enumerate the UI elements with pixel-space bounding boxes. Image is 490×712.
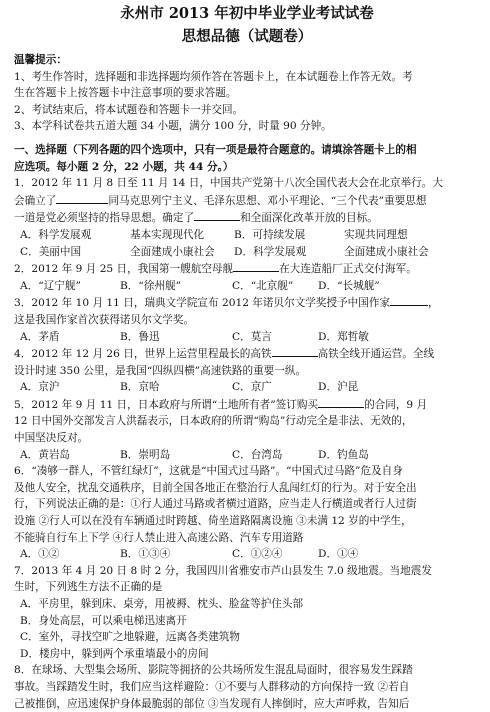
question-3 (14, 294, 480, 345)
option-d: D．科学发展观 (234, 245, 307, 258)
question-text-part: 同马克思列宁主义、毛泽东思想、邓小平理论、“三个代表”重要思想 (108, 194, 427, 207)
question-text: 事故。当踩踏发生时，我们应当这样避险：①不要与人群移动的方向保持一致 ②若自 (14, 680, 410, 693)
option-b: B．“徐州舰” (120, 279, 181, 292)
option-a: A．黄岩岛 (20, 448, 71, 461)
question-text: 8．在球场、大型集会场所、影院等拥挤的公共场所发生混乱局面时，很容易发生踩踏 (14, 664, 413, 677)
question-text-part: 4．2012 年 12 月 26 日，世界上运营里程最长的高铁 (14, 348, 272, 361)
answer-blank (272, 345, 318, 357)
question-text: 行，下列说法正确的是：①行人通过马路或者横过道路，应当走人行横道或者行人过街 (14, 498, 417, 511)
option-d: D．楼房中，躲到两个承重墙最小的房间 (20, 647, 209, 660)
option-b-2: 实现共同理想 (344, 228, 408, 241)
option-d: D．①④ (318, 548, 359, 561)
question-2 (14, 260, 480, 294)
answer-blank (56, 192, 108, 204)
answer-blank (390, 294, 428, 306)
exam-title: 永州市 2013 年初中毕业学业考试试卷 (120, 5, 374, 22)
option-a: A．“辽宁舰” (20, 279, 81, 292)
section1-heading-line: 一、选择题（下列各题的四个选项中，只有一项是最符合题意的。请填涂答题卡上的相 (14, 143, 417, 156)
question-text: 生时，下列逃生方法不正确的是 (14, 581, 163, 594)
question-text-part: 3．2012 年 10 月 11 日，瑞典文学院宣布 2012 年诺贝尔文学奖授予中国作家 (14, 297, 391, 310)
notice-heading: 温馨提示： (14, 54, 67, 66)
question-text-part: 一道是党必须坚持的指导思想。确定了 (14, 212, 195, 225)
question-text: 6．“凑够一群人，不管红绿灯”，这就是“中国式过马路”。“中国式过马路”危及自身 (14, 465, 403, 478)
question-text-part: 和全面深化改革开放的目标。 (240, 212, 378, 225)
question-5 (14, 396, 480, 463)
notice-line: 生在答题卡上按答题卡中注意事项的要求答题。 (14, 87, 237, 100)
question-text: 设施 ②行人可以在没有车辆通过时跨越、倚坐道路隔离设施 ③未满 12 岁的中学生， (14, 515, 412, 528)
section1-heading-line: 应选项。每小题 2 分，22 小题，共 44 分。） (14, 160, 234, 173)
option-a-2: 基本实现现代化 (130, 228, 205, 241)
question-text: 及他人安全，扰乱交通秩序，目前全国各地正在整治行人乱闯红灯的行为。对于安全出 (14, 481, 417, 494)
option-b: B．身处高层，可以乘电梯迅速离开 (20, 614, 187, 627)
option-row (14, 227, 480, 244)
option-a: A．①② (20, 548, 60, 561)
option-c: C．台湾岛 (232, 448, 283, 461)
question-text: 12 日中国外交部发言人洪磊表示，日本政府的所谓“购岛”行动完全是非法、无效的， (14, 415, 413, 428)
question-1 (14, 175, 480, 260)
question-text-part: ， (428, 297, 439, 310)
option-c: C．京广 (232, 381, 272, 394)
question-text (14, 345, 480, 363)
question-text-part: 高铁全线开通运营。全线 (317, 348, 435, 361)
notice-block (14, 52, 480, 135)
question-7 (14, 563, 480, 663)
question-text (14, 192, 480, 210)
option-d: D．“长城舰” (318, 279, 380, 292)
option-c: C．室外，寻找空旷之地躲避，远离各类建筑物 (20, 631, 240, 644)
option-c: C．①②④ (232, 548, 283, 561)
option-c: C．“北京舰” (232, 279, 294, 292)
question-text: 这是我国作家首次获得诺贝尔文学奖。 (14, 313, 195, 326)
notice-line: 2、考试结束后，将本试题卷和答题卡一并交回。 (14, 103, 244, 116)
option-d: D．郑哲敏 (318, 330, 369, 343)
option-c: C．美丽中国 (20, 245, 82, 258)
option-a: A．平房里，躲到床、桌旁，用被褥、枕头、脸盆等护住头部 (20, 598, 304, 610)
option-a: A．科学发展观 (20, 228, 92, 241)
option-b: B．可持续发展 (234, 228, 306, 241)
exam-subtitle: 思想品德（试题卷） (181, 28, 313, 45)
answer-blank (233, 260, 279, 272)
question-text (14, 396, 480, 414)
option-a: A．京沪 (20, 381, 60, 394)
question-text: 中国坚决反对。 (14, 432, 89, 445)
option-row (14, 244, 480, 261)
question-6 (14, 463, 480, 563)
option-b: B．鲁迅 (120, 330, 160, 343)
option-d: D．沪昆 (318, 381, 359, 394)
notice-line: 1、考生作答时，选择题和非选择题均须作答在答题卡上，在本试题卷上作答无效。考 (14, 70, 413, 83)
question-4 (14, 345, 480, 396)
notice-line: 3、本学科试卷共五道大题 34 小题，满分 100 分，时量 90 分钟。 (14, 120, 332, 133)
option-c-2: 全面建成小康社会 (130, 245, 215, 258)
question-text (14, 294, 480, 312)
answer-blank (318, 396, 364, 408)
option-row (14, 379, 480, 396)
question-text: 设计时速 350 公里，是我国“四纵四横”高速铁路的重要一纵。 (14, 364, 307, 377)
question-text-part: 5．2012 年 9 月 11 日，日本政府与所谓“土地所有者”签订购买 (14, 398, 319, 411)
option-row (14, 546, 480, 563)
option-row (14, 278, 480, 295)
question-text: 1．2012 年 11 月 8 日至 11 月 14 日，中国共产党第十八次全国代表大会在北京举行。大 (14, 177, 443, 190)
question-text: 7．2013 年 4 月 20 日 8 时 2 分，我国四川省雅安市芦山县发生 7.0 级地震。当地震发 (14, 564, 432, 577)
option-d: D．钓鱼岛 (318, 448, 369, 461)
question-text: 不能骑自行车上下学 ④行人禁止进入高速公路、汽车专用道路 (14, 531, 304, 544)
question-text-part: 会确立了 (14, 194, 57, 207)
question-text (14, 209, 480, 227)
option-b: B．崇明岛 (120, 448, 171, 461)
question-text-part: 的合同，9 月 (364, 398, 428, 411)
question-text (14, 260, 480, 278)
question-8 (14, 662, 480, 712)
option-row (14, 447, 480, 464)
option-b: B．①③④ (120, 548, 171, 561)
option-b: B．京哈 (120, 381, 160, 394)
option-d-2: 全面建成小康社会 (344, 245, 429, 258)
question-text-part: 在大连造船厂正式交付海军。 (279, 263, 417, 276)
option-a: A．茅盾 (20, 330, 60, 343)
answer-blank (194, 209, 240, 221)
section1-heading (14, 142, 480, 175)
question-text-part: 2．2012 年 9 月 25 日，我国第一艘航空母舰 (14, 263, 234, 276)
question-text: 己被推倒，应迅速保护身体最脆弱的部位 ③当发现有人摔倒时，应大声呼救，告知后 (14, 697, 410, 710)
option-c: C．莫言 (232, 330, 272, 343)
option-row (14, 329, 480, 346)
